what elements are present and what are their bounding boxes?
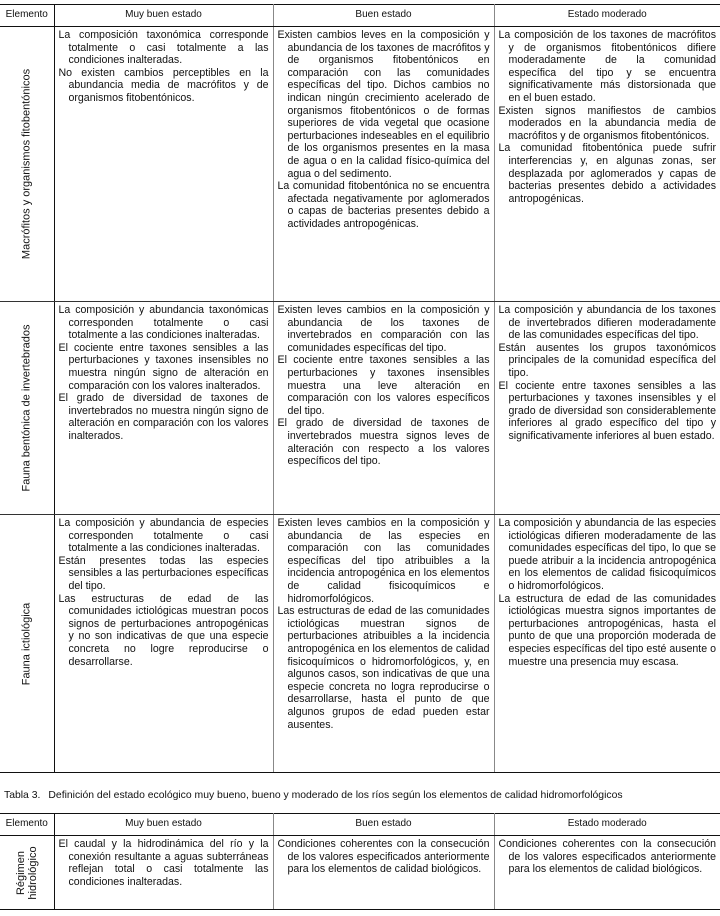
- cell-paragraph: No existen cambios perceptibles en la abundancia media de macrófitos y de organismos fitobentónicos.: [58, 66, 269, 104]
- row-element-label: Régimen hidrológico: [14, 845, 39, 900]
- cell-paragraph: Existen cambios leves en la composición y abundancia de los taxones de macrófitos y de organismos fitobentónicos en comparación con las comunidades específicas del tipo. Dichos cambios no indican ningún crecimiento acelerado de organismos fitobentónicos o de formas superiores de vida vegetal que ocasione perturbaciones indeseables en el equilibrio de los organismos presentes en la masa de agua o en la calidad físico-química del agua o del sedimento.: [277, 29, 490, 180]
- cell-paragraph: La comunidad fitobentónica puede sufrir interferencias y, en algunas zonas, ser desplazada por aglomerados y capas de bacterias presentes debido a actividades antropogénicas.: [498, 142, 716, 205]
- cell-paragraph: Están presentes todas las especies sensibles a las perturbaciones específicas del tipo.: [58, 554, 269, 592]
- header-estado-moderado: Estado moderado: [494, 814, 720, 836]
- table-row-invertebrados: [0, 302, 720, 515]
- cell-paragraph: Las estructuras de edad de las comunidades ictiológicas muestran signos de perturbaciones atribuibles a la incidencia antropogénica en los elementos de calidad fisicoquímicos o hidromorfológicos, y, en algunos casos, son indicativas de que una especie concreta no logra reproducirse o desarrollarse, hasta el punto de que algunos grupos de edad pueden estar ausentes.: [277, 605, 490, 731]
- header-elemento: Elemento: [0, 5, 54, 27]
- ecological-status-table: [0, 4, 720, 773]
- table-row-ictiologica: [0, 515, 720, 773]
- row-element-label: Fauna bentónica de invertebrados: [20, 324, 33, 492]
- cell-buen-estado: [273, 302, 494, 515]
- cell-paragraph: Existen leves cambios en la composición y abundancia de las especies en comparación con las comunidades específicas del tipo atribuibles a la incidencia antropogénica en los elementos de calidad fisicoquímicos e hidromorfológicos.: [277, 517, 490, 605]
- cell-buen-estado: [273, 836, 494, 910]
- cell-paragraph: El grado de diversidad de taxones de invertebrados no muestra ningún signo de alteración en comparación con los valores inalterados.: [58, 392, 269, 442]
- cell-muy-buen-estado: [54, 515, 273, 773]
- hydromorphological-table: [0, 813, 720, 910]
- table-header-row: [0, 5, 720, 27]
- cell-paragraph: La composición de los taxones de macrófitos y de organismos fitobentónicos difiere moderadamente de la comunidad específica del tipo y se encuentra significativamente más distorsionada que en el buen estado.: [498, 29, 716, 104]
- cell-paragraph: Condiciones coherentes con la consecución de los valores especificados anteriormente para los elementos de calidad biológicos.: [277, 838, 490, 876]
- cell-paragraph: El cociente entre taxones sensibles a las perturbaciones y taxones insensibles y el grado de diversidad son considerablemente inferiores al grado específico del tipo y significativamente inferiores al buen estado.: [498, 379, 716, 442]
- cell-paragraph: El caudal y la hidrodinámica del río y la conexión resultante a aguas subterráneas reflejan total o casi totalmente las condiciones inalteradas.: [58, 838, 269, 888]
- cell-paragraph: La composición y abundancia de los taxones de invertebrados difieren moderadamente de las comunidades específicas del tipo.: [498, 304, 716, 342]
- cell-paragraph: La estructura de edad de las comunidades ictiológicas muestra signos importantes de perturbaciones antropogénicas, hasta el punto de que una proporción moderada de especies específicas del tipo esté ausente o muestre una presencia muy escasa.: [498, 592, 716, 668]
- table-row-macrofitos: [0, 27, 720, 302]
- row-element-label: Macrófitos y organismos fitobentónicos: [20, 68, 33, 260]
- table-header-row: [0, 814, 720, 836]
- cell-muy-buen-estado: [54, 836, 273, 910]
- cell-muy-buen-estado: [54, 302, 273, 515]
- cell-paragraph: El cociente entre taxones sensibles a las perturbaciones y taxones insensibles no muestra ningún signo de alteración en comparación con los valores inalterados.: [58, 341, 269, 392]
- caption-text: Definición del estado ecológico muy bueno, bueno y moderado de los ríos según los elementos de calidad hidromorfológicos: [48, 790, 623, 801]
- caption-label: Tabla 3.: [4, 790, 41, 801]
- cell-estado-moderado: [494, 302, 720, 515]
- row-element-cell: [0, 302, 54, 515]
- cell-paragraph: El grado de diversidad de taxones de invertebrados muestra signos leves de alteración con respecto a los valores específicos del tipo.: [277, 417, 490, 468]
- cell-paragraph: La composición taxonómica corresponde totalmente o casi totalmente a las condiciones inalteradas.: [58, 29, 269, 67]
- cell-estado-moderado: [494, 836, 720, 910]
- header-muy-buen-estado: Muy buen estado: [54, 5, 273, 27]
- cell-paragraph: La comunidad fitobentónica no se encuentra afectada negativamente por aglomerados o capas de bacterias presentes debido a actividades antropogénicas.: [277, 180, 490, 230]
- cell-paragraph: Las estructuras de edad de las comunidades ictiológicas muestran pocos signos de perturbaciones antropogénicas y no son indicativas de que una especie concreta no logre reproducirse o desarrollarse.: [58, 592, 269, 668]
- cell-paragraph: La composición y abundancia de las especies ictiológicas difieren moderadamente de las comunidades específicas del tipo, lo que se puede atribuir a la incidencia antropogénica en los elementos de calidad fisicoquímicos o hidromorfológicos.: [498, 517, 716, 592]
- cell-paragraph: El cociente entre taxones sensibles a las perturbaciones y taxones insensibles muestra una leve alteración en comparación con los valores específicos del tipo.: [277, 354, 490, 417]
- row-element-cell: [0, 836, 54, 910]
- cell-paragraph: Existen leves cambios en la composición y abundancia de los taxones de invertebrados en comparación con las comunidades específicas del tipo.: [277, 304, 490, 354]
- header-estado-moderado: Estado moderado: [494, 5, 720, 27]
- row-element-cell: [0, 27, 54, 302]
- cell-buen-estado: [273, 27, 494, 302]
- header-buen-estado: Buen estado: [273, 814, 494, 836]
- cell-paragraph: Están ausentes los grupos taxonómicos principales de la comunidad específica del tipo.: [498, 341, 716, 379]
- table-row-regimen: [0, 836, 720, 910]
- cell-muy-buen-estado: [54, 27, 273, 302]
- header-buen-estado: Buen estado: [273, 5, 494, 27]
- cell-estado-moderado: [494, 515, 720, 773]
- header-elemento: Elemento: [0, 814, 54, 836]
- cell-paragraph: La composición y abundancia taxonómicas corresponden totalmente o casi totalmente a las condiciones inalteradas.: [58, 304, 269, 342]
- cell-paragraph: La composición y abundancia de especies corresponden totalmente o casi totalmente a las condiciones inalteradas.: [58, 517, 269, 555]
- cell-estado-moderado: [494, 27, 720, 302]
- row-element-cell: [0, 515, 54, 773]
- cell-buen-estado: [273, 515, 494, 773]
- cell-paragraph: Condiciones coherentes con la consecución de los valores especificados anteriormente para los elementos de calidad biológicos.: [498, 838, 716, 876]
- cell-paragraph: Existen signos manifiestos de cambios moderados en la abundancia media de macrófitos y de organismos fitobentónicos.: [498, 104, 716, 142]
- header-muy-buen-estado: Muy buen estado: [54, 814, 273, 836]
- row-element-label: Fauna ictiológica: [20, 602, 33, 685]
- table-caption: [4, 790, 716, 801]
